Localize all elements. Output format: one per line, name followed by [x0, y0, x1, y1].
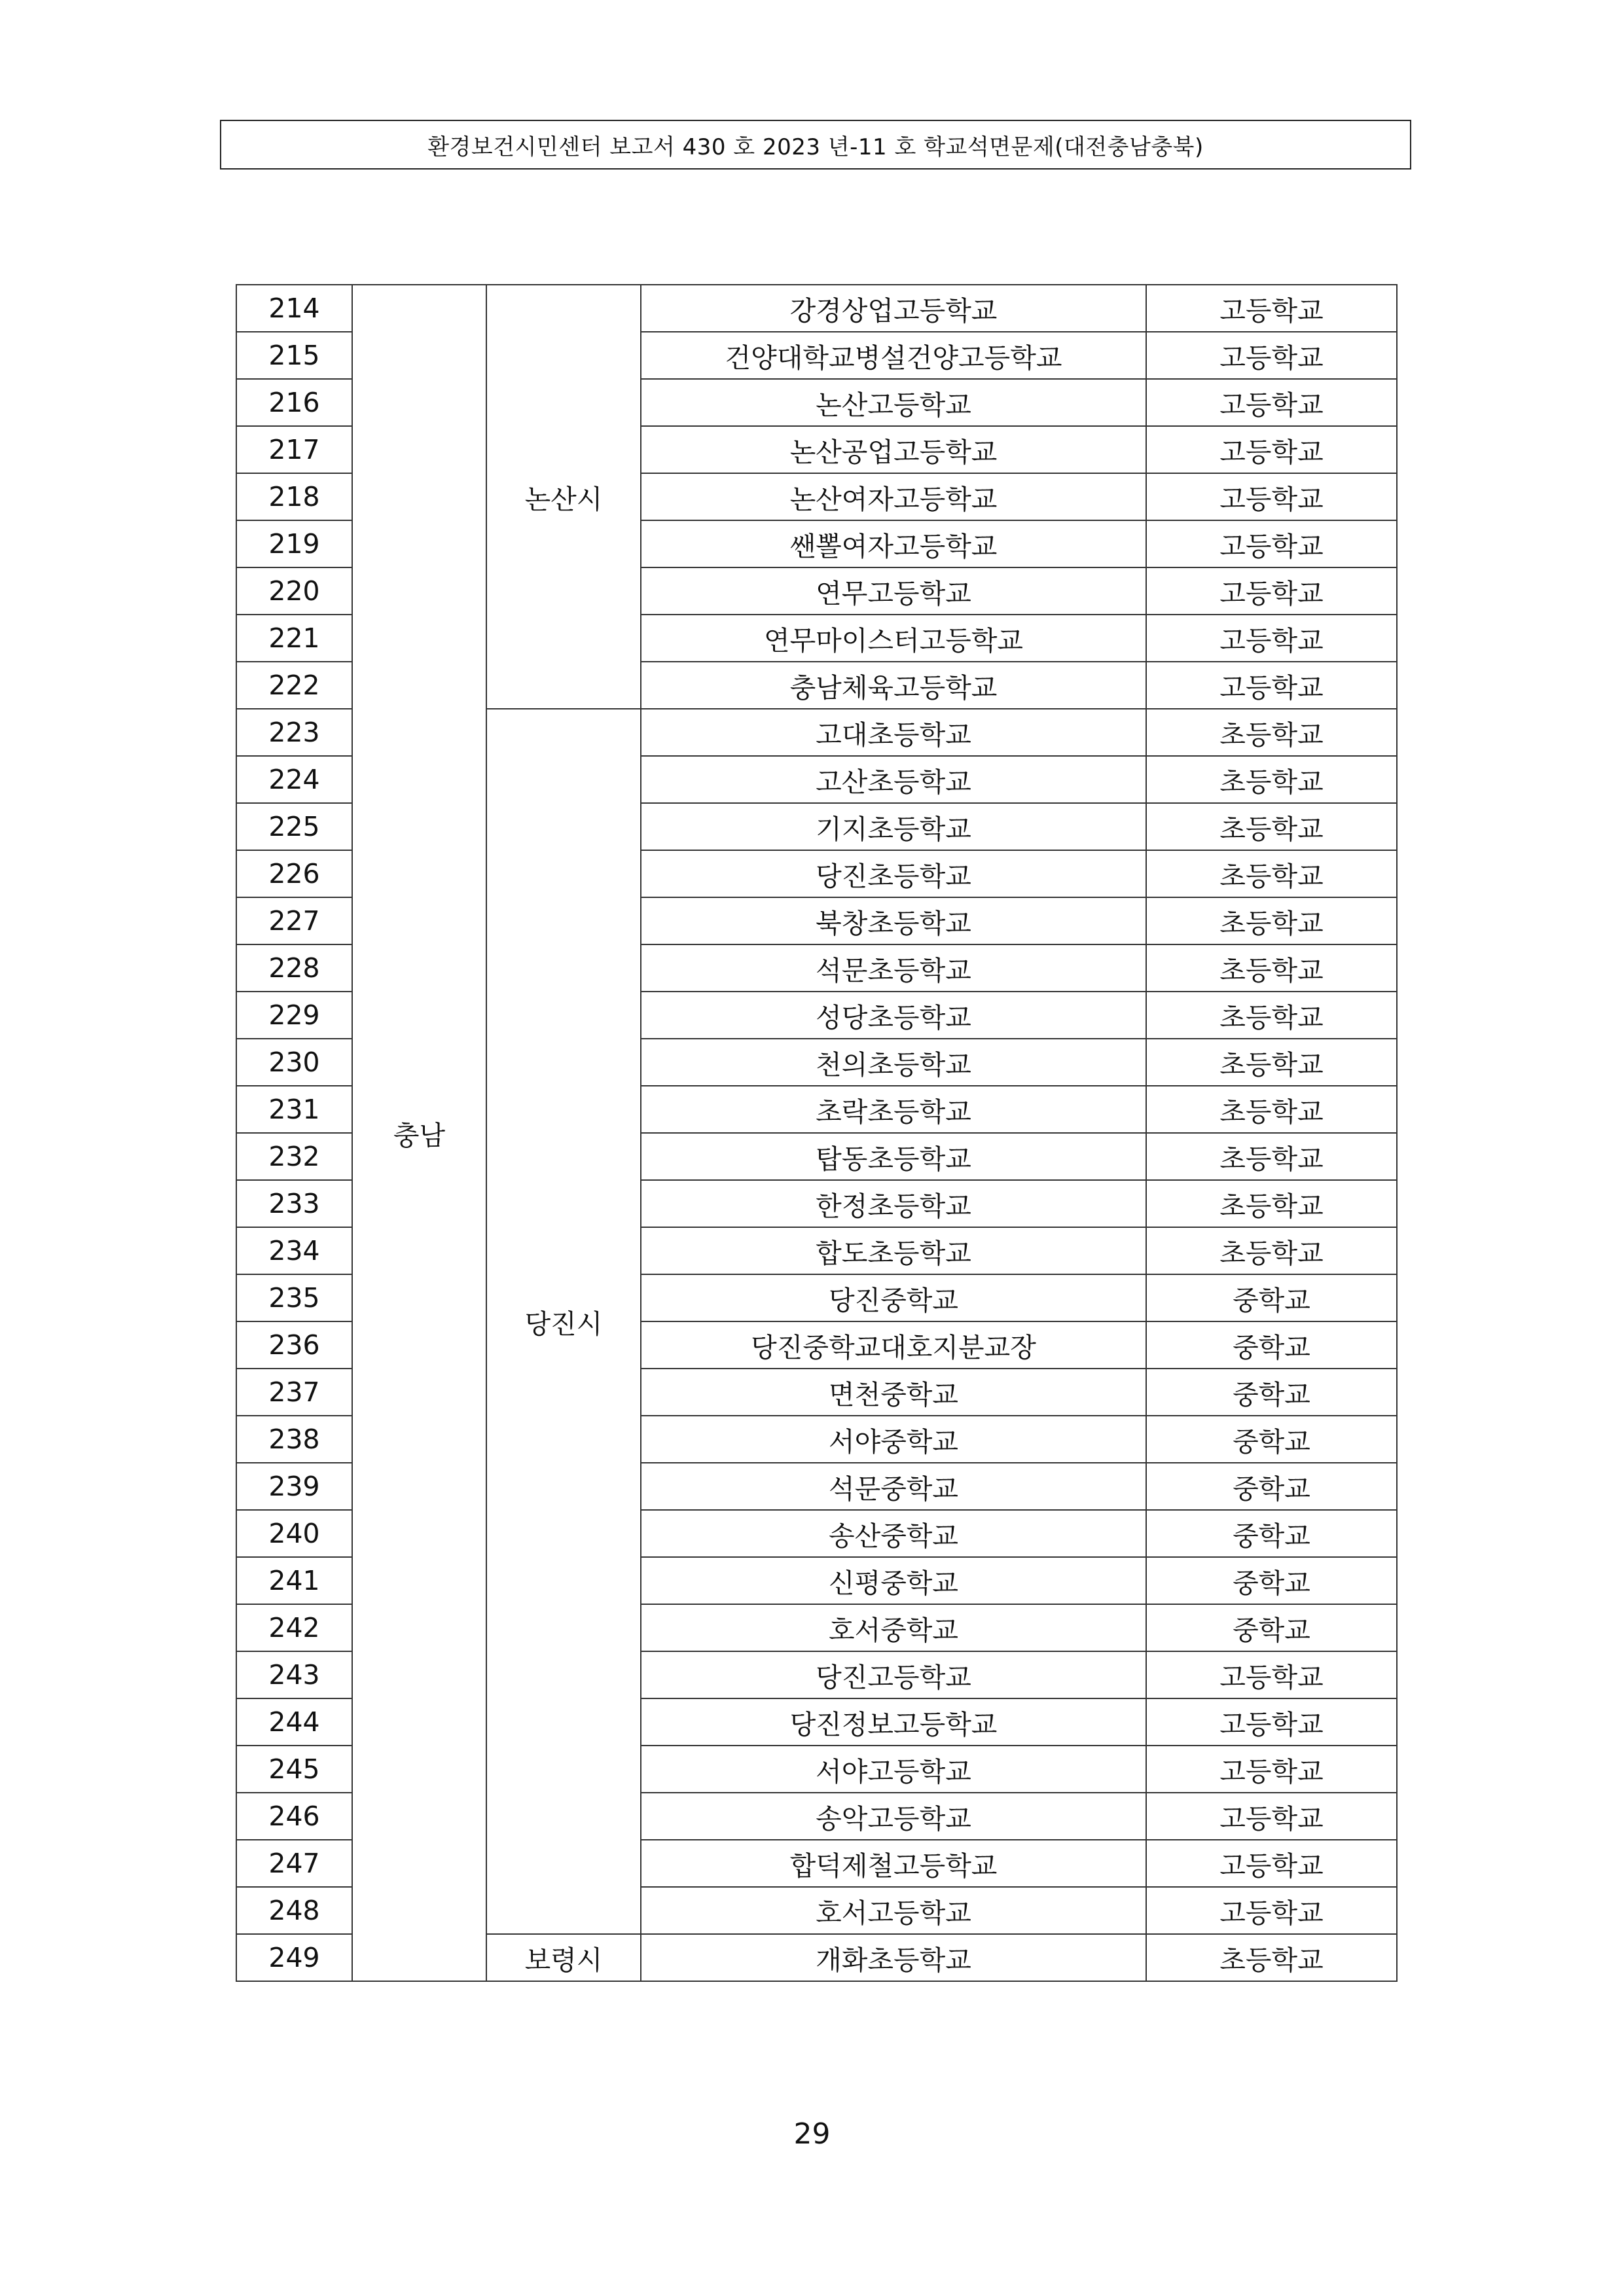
school-name-cell: 강경상업고등학교	[641, 285, 1146, 332]
school-name-cell: 논산고등학교	[641, 379, 1146, 426]
school-name-cell: 연무고등학교	[641, 567, 1146, 615]
school-name-cell: 초락초등학교	[641, 1086, 1146, 1133]
row-number-cell: 235	[236, 1274, 352, 1321]
school-name-cell: 석문중학교	[641, 1463, 1146, 1510]
school-name-cell: 쌘뽈여자고등학교	[641, 520, 1146, 567]
row-number-cell: 216	[236, 379, 352, 426]
school-type-cell: 초등학교	[1146, 803, 1397, 850]
school-name-cell: 북창초등학교	[641, 897, 1146, 944]
province-cell: 충남	[352, 285, 486, 1981]
row-number-cell: 217	[236, 426, 352, 473]
row-number-cell: 214	[236, 285, 352, 332]
table-row	[236, 285, 1397, 332]
school-type-cell: 초등학교	[1146, 1133, 1397, 1180]
school-type-cell: 초등학교	[1146, 756, 1397, 803]
report-header	[220, 120, 1411, 170]
school-name-cell: 기지초등학교	[641, 803, 1146, 850]
school-type-cell: 고등학교	[1146, 1887, 1397, 1934]
row-number-cell: 225	[236, 803, 352, 850]
school-type-cell: 고등학교	[1146, 615, 1397, 662]
row-number-cell: 224	[236, 756, 352, 803]
row-number-cell: 218	[236, 473, 352, 520]
row-number-cell: 221	[236, 615, 352, 662]
school-type-cell: 초등학교	[1146, 944, 1397, 992]
school-name-cell: 면천중학교	[641, 1369, 1146, 1416]
row-number-cell: 237	[236, 1369, 352, 1416]
city-cell: 논산시	[486, 285, 641, 709]
school-type-cell: 초등학교	[1146, 850, 1397, 897]
row-number-cell: 249	[236, 1934, 352, 1981]
school-name-cell: 당진초등학교	[641, 850, 1146, 897]
school-type-cell: 고등학교	[1146, 332, 1397, 379]
row-number-cell: 238	[236, 1416, 352, 1463]
school-type-cell: 고등학교	[1146, 285, 1397, 332]
row-number-cell: 243	[236, 1651, 352, 1698]
school-name-cell: 연무마이스터고등학교	[641, 615, 1146, 662]
school-name-cell: 서야고등학교	[641, 1746, 1146, 1793]
school-type-cell: 중학교	[1146, 1274, 1397, 1321]
row-number-cell: 215	[236, 332, 352, 379]
school-name-cell: 송악고등학교	[641, 1793, 1146, 1840]
school-type-cell: 고등학교	[1146, 1651, 1397, 1698]
city-cell: 보령시	[486, 1934, 641, 1981]
school-name-cell: 호서중학교	[641, 1604, 1146, 1651]
row-number-cell: 220	[236, 567, 352, 615]
school-type-cell: 고등학교	[1146, 1698, 1397, 1746]
row-number-cell: 234	[236, 1227, 352, 1274]
school-name-cell: 충남체육고등학교	[641, 662, 1146, 709]
school-name-cell: 석문초등학교	[641, 944, 1146, 992]
school-list-table	[236, 284, 1398, 1982]
row-number-cell: 233	[236, 1180, 352, 1227]
school-name-cell: 당진중학교대호지분교장	[641, 1321, 1146, 1369]
row-number-cell: 232	[236, 1133, 352, 1180]
school-type-cell: 초등학교	[1146, 1180, 1397, 1227]
school-type-cell: 초등학교	[1146, 1227, 1397, 1274]
school-list-body	[236, 285, 1397, 1981]
school-type-cell: 초등학교	[1146, 1039, 1397, 1086]
page-number: 29	[793, 2117, 831, 2151]
row-number-cell: 231	[236, 1086, 352, 1133]
row-number-cell: 248	[236, 1887, 352, 1934]
school-name-cell: 호서고등학교	[641, 1887, 1146, 1934]
row-number-cell: 226	[236, 850, 352, 897]
school-type-cell: 중학교	[1146, 1416, 1397, 1463]
school-type-cell: 고등학교	[1146, 520, 1397, 567]
row-number-cell: 240	[236, 1510, 352, 1557]
school-type-cell: 고등학교	[1146, 1746, 1397, 1793]
school-name-cell: 개화초등학교	[641, 1934, 1146, 1981]
school-type-cell: 중학교	[1146, 1321, 1397, 1369]
school-name-cell: 탑동초등학교	[641, 1133, 1146, 1180]
school-name-cell: 건양대학교병설건양고등학교	[641, 332, 1146, 379]
report-header-title: 환경보건시민센터 보고서 430 호 2023 년-11 호 학교석면문제(대전충남충북)	[427, 134, 1204, 160]
school-name-cell: 한정초등학교	[641, 1180, 1146, 1227]
row-number-cell: 223	[236, 709, 352, 756]
school-name-cell: 신평중학교	[641, 1557, 1146, 1604]
school-type-cell: 중학교	[1146, 1463, 1397, 1510]
school-type-cell: 고등학교	[1146, 473, 1397, 520]
row-number-cell: 242	[236, 1604, 352, 1651]
row-number-cell: 241	[236, 1557, 352, 1604]
school-type-cell: 고등학교	[1146, 1840, 1397, 1887]
school-name-cell: 고대초등학교	[641, 709, 1146, 756]
row-number-cell: 228	[236, 944, 352, 992]
school-type-cell: 중학교	[1146, 1557, 1397, 1604]
row-number-cell: 230	[236, 1039, 352, 1086]
school-type-cell: 중학교	[1146, 1604, 1397, 1651]
school-type-cell: 고등학교	[1146, 662, 1397, 709]
school-name-cell: 당진정보고등학교	[641, 1698, 1146, 1746]
row-number-cell: 219	[236, 520, 352, 567]
school-name-cell: 논산여자고등학교	[641, 473, 1146, 520]
school-name-cell: 서야중학교	[641, 1416, 1146, 1463]
school-name-cell: 성당초등학교	[641, 992, 1146, 1039]
school-type-cell: 초등학교	[1146, 1086, 1397, 1133]
row-number-cell: 222	[236, 662, 352, 709]
school-name-cell: 송산중학교	[641, 1510, 1146, 1557]
school-type-cell: 중학교	[1146, 1510, 1397, 1557]
row-number-cell: 236	[236, 1321, 352, 1369]
school-name-cell: 합도초등학교	[641, 1227, 1146, 1274]
school-name-cell: 당진고등학교	[641, 1651, 1146, 1698]
school-name-cell: 합덕제철고등학교	[641, 1840, 1146, 1887]
row-number-cell: 239	[236, 1463, 352, 1510]
row-number-cell: 247	[236, 1840, 352, 1887]
school-type-cell: 중학교	[1146, 1369, 1397, 1416]
school-name-cell: 당진중학교	[641, 1274, 1146, 1321]
row-number-cell: 246	[236, 1793, 352, 1840]
school-type-cell: 초등학교	[1146, 1934, 1397, 1981]
school-type-cell: 초등학교	[1146, 992, 1397, 1039]
school-type-cell: 초등학교	[1146, 709, 1397, 756]
school-name-cell: 고산초등학교	[641, 756, 1146, 803]
school-type-cell: 고등학교	[1146, 379, 1397, 426]
school-type-cell: 고등학교	[1146, 426, 1397, 473]
school-type-cell: 초등학교	[1146, 897, 1397, 944]
row-number-cell: 245	[236, 1746, 352, 1793]
school-type-cell: 고등학교	[1146, 1793, 1397, 1840]
school-name-cell: 천의초등학교	[641, 1039, 1146, 1086]
row-number-cell: 227	[236, 897, 352, 944]
row-number-cell: 229	[236, 992, 352, 1039]
school-type-cell: 고등학교	[1146, 567, 1397, 615]
row-number-cell: 244	[236, 1698, 352, 1746]
city-cell: 당진시	[486, 709, 641, 1934]
school-name-cell: 논산공업고등학교	[641, 426, 1146, 473]
